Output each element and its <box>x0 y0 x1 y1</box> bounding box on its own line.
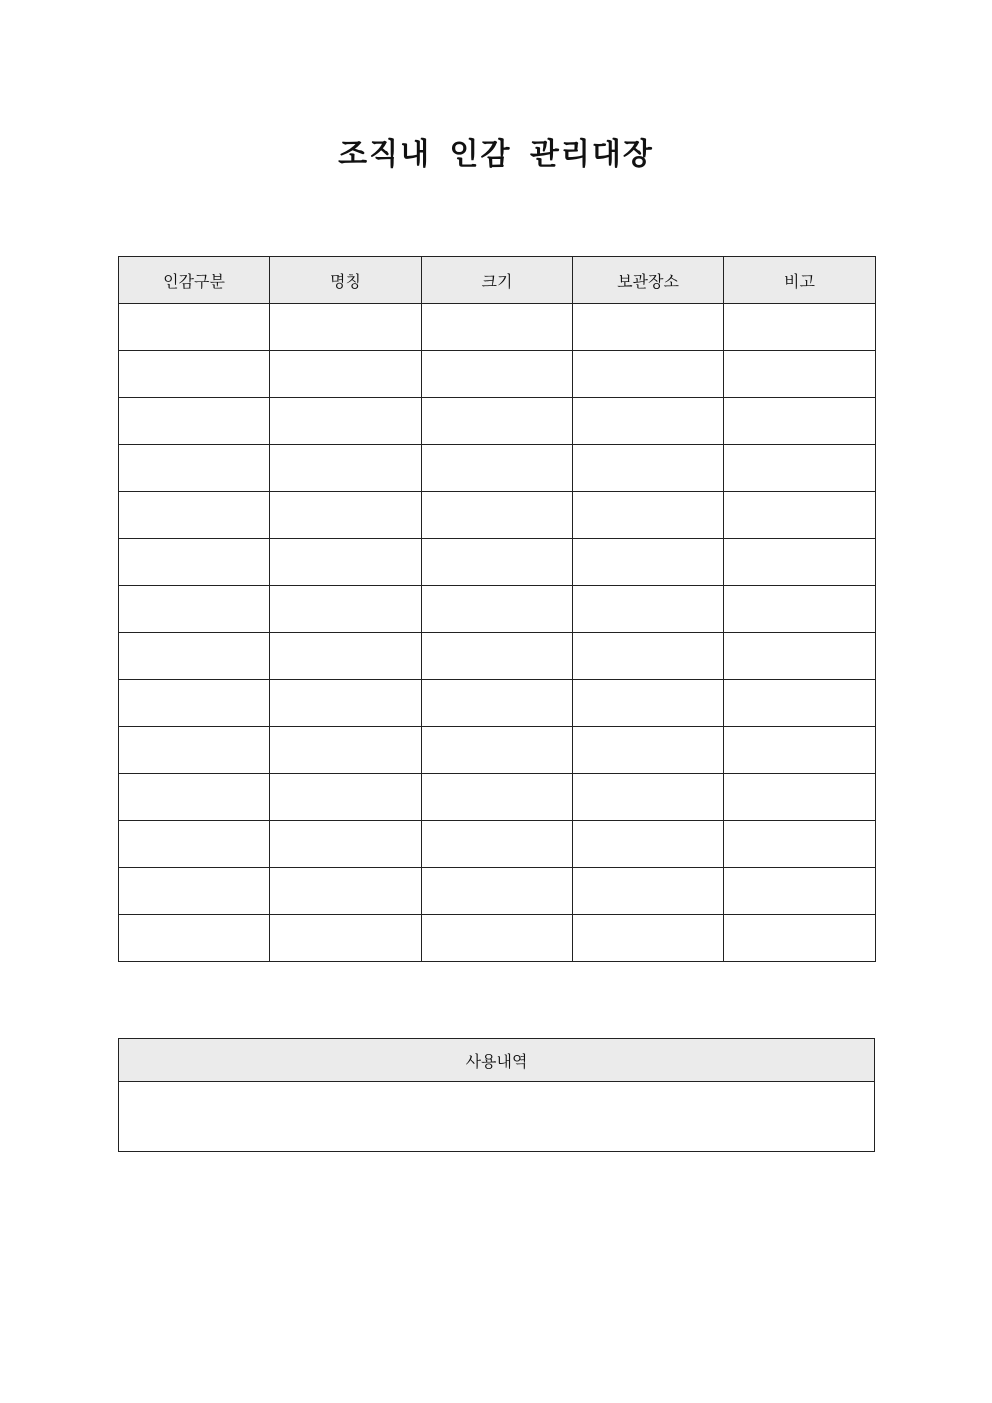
size-cell[interactable] <box>422 586 573 633</box>
remarks-cell[interactable] <box>724 727 876 774</box>
table-row <box>119 680 876 727</box>
seal-type-cell[interactable] <box>119 680 270 727</box>
usage-history-header: 사용내역 <box>119 1039 875 1082</box>
table-row <box>119 821 876 868</box>
name-cell[interactable] <box>270 351 422 398</box>
name-cell[interactable] <box>270 445 422 492</box>
table-row <box>119 868 876 915</box>
table-row <box>119 915 876 962</box>
size-cell[interactable] <box>422 915 573 962</box>
header-size: 크기 <box>422 257 573 304</box>
seal-type-cell[interactable] <box>119 586 270 633</box>
size-cell[interactable] <box>422 774 573 821</box>
name-cell[interactable] <box>270 727 422 774</box>
storage-location-cell[interactable] <box>573 680 724 727</box>
usage-history-cell[interactable] <box>119 1082 875 1152</box>
name-cell[interactable] <box>270 492 422 539</box>
size-cell[interactable] <box>422 633 573 680</box>
seal-type-cell[interactable] <box>119 398 270 445</box>
size-cell[interactable] <box>422 539 573 586</box>
storage-location-cell[interactable] <box>573 915 724 962</box>
name-cell[interactable] <box>270 680 422 727</box>
ledger-header-row <box>119 257 876 304</box>
storage-location-cell[interactable] <box>573 586 724 633</box>
usage-header-row <box>119 1039 875 1082</box>
seal-type-cell[interactable] <box>119 821 270 868</box>
usage-content-row <box>119 1082 875 1152</box>
name-cell[interactable] <box>270 774 422 821</box>
remarks-cell[interactable] <box>724 492 876 539</box>
remarks-cell[interactable] <box>724 351 876 398</box>
remarks-cell[interactable] <box>724 868 876 915</box>
size-cell[interactable] <box>422 445 573 492</box>
seal-type-cell[interactable] <box>119 304 270 351</box>
size-cell[interactable] <box>422 492 573 539</box>
document-title: 조직내 인감 관리대장 <box>338 137 654 172</box>
name-cell[interactable] <box>270 868 422 915</box>
name-cell[interactable] <box>270 915 422 962</box>
table-row <box>119 304 876 351</box>
storage-location-cell[interactable] <box>573 398 724 445</box>
seal-type-cell[interactable] <box>119 868 270 915</box>
storage-location-cell[interactable] <box>573 445 724 492</box>
storage-location-cell[interactable] <box>573 868 724 915</box>
size-cell[interactable] <box>422 680 573 727</box>
remarks-cell[interactable] <box>724 304 876 351</box>
name-cell[interactable] <box>270 821 422 868</box>
storage-location-cell[interactable] <box>573 539 724 586</box>
size-cell[interactable] <box>422 727 573 774</box>
table-row <box>119 445 876 492</box>
storage-location-cell[interactable] <box>573 821 724 868</box>
name-cell[interactable] <box>270 586 422 633</box>
remarks-cell[interactable] <box>724 445 876 492</box>
storage-location-cell[interactable] <box>573 304 724 351</box>
remarks-cell[interactable] <box>724 586 876 633</box>
seal-type-cell[interactable] <box>119 727 270 774</box>
header-storage-location: 보관장소 <box>573 257 724 304</box>
storage-location-cell[interactable] <box>573 727 724 774</box>
table-row <box>119 492 876 539</box>
table-row <box>119 727 876 774</box>
size-cell[interactable] <box>422 304 573 351</box>
size-cell[interactable] <box>422 868 573 915</box>
size-cell[interactable] <box>422 821 573 868</box>
seal-type-cell[interactable] <box>119 915 270 962</box>
seal-type-cell[interactable] <box>119 539 270 586</box>
usage-history-table <box>118 1038 875 1152</box>
remarks-cell[interactable] <box>724 821 876 868</box>
name-cell[interactable] <box>270 398 422 445</box>
remarks-cell[interactable] <box>724 633 876 680</box>
storage-location-cell[interactable] <box>573 774 724 821</box>
seal-ledger-table <box>118 256 876 962</box>
table-row <box>119 398 876 445</box>
seal-type-cell[interactable] <box>119 351 270 398</box>
table-row <box>119 539 876 586</box>
table-row <box>119 586 876 633</box>
ledger-body <box>119 304 876 962</box>
size-cell[interactable] <box>422 398 573 445</box>
storage-location-cell[interactable] <box>573 633 724 680</box>
remarks-cell[interactable] <box>724 774 876 821</box>
storage-location-cell[interactable] <box>573 492 724 539</box>
table-row <box>119 774 876 821</box>
seal-type-cell[interactable] <box>119 445 270 492</box>
remarks-cell[interactable] <box>724 539 876 586</box>
storage-location-cell[interactable] <box>573 351 724 398</box>
remarks-cell[interactable] <box>724 915 876 962</box>
seal-type-cell[interactable] <box>119 774 270 821</box>
name-cell[interactable] <box>270 304 422 351</box>
seal-type-cell[interactable] <box>119 633 270 680</box>
header-seal-type: 인감구분 <box>119 257 270 304</box>
header-name: 명칭 <box>270 257 422 304</box>
table-row <box>119 351 876 398</box>
remarks-cell[interactable] <box>724 680 876 727</box>
name-cell[interactable] <box>270 633 422 680</box>
remarks-cell[interactable] <box>724 398 876 445</box>
header-remarks: 비고 <box>724 257 876 304</box>
size-cell[interactable] <box>422 351 573 398</box>
name-cell[interactable] <box>270 539 422 586</box>
table-row <box>119 633 876 680</box>
seal-type-cell[interactable] <box>119 492 270 539</box>
